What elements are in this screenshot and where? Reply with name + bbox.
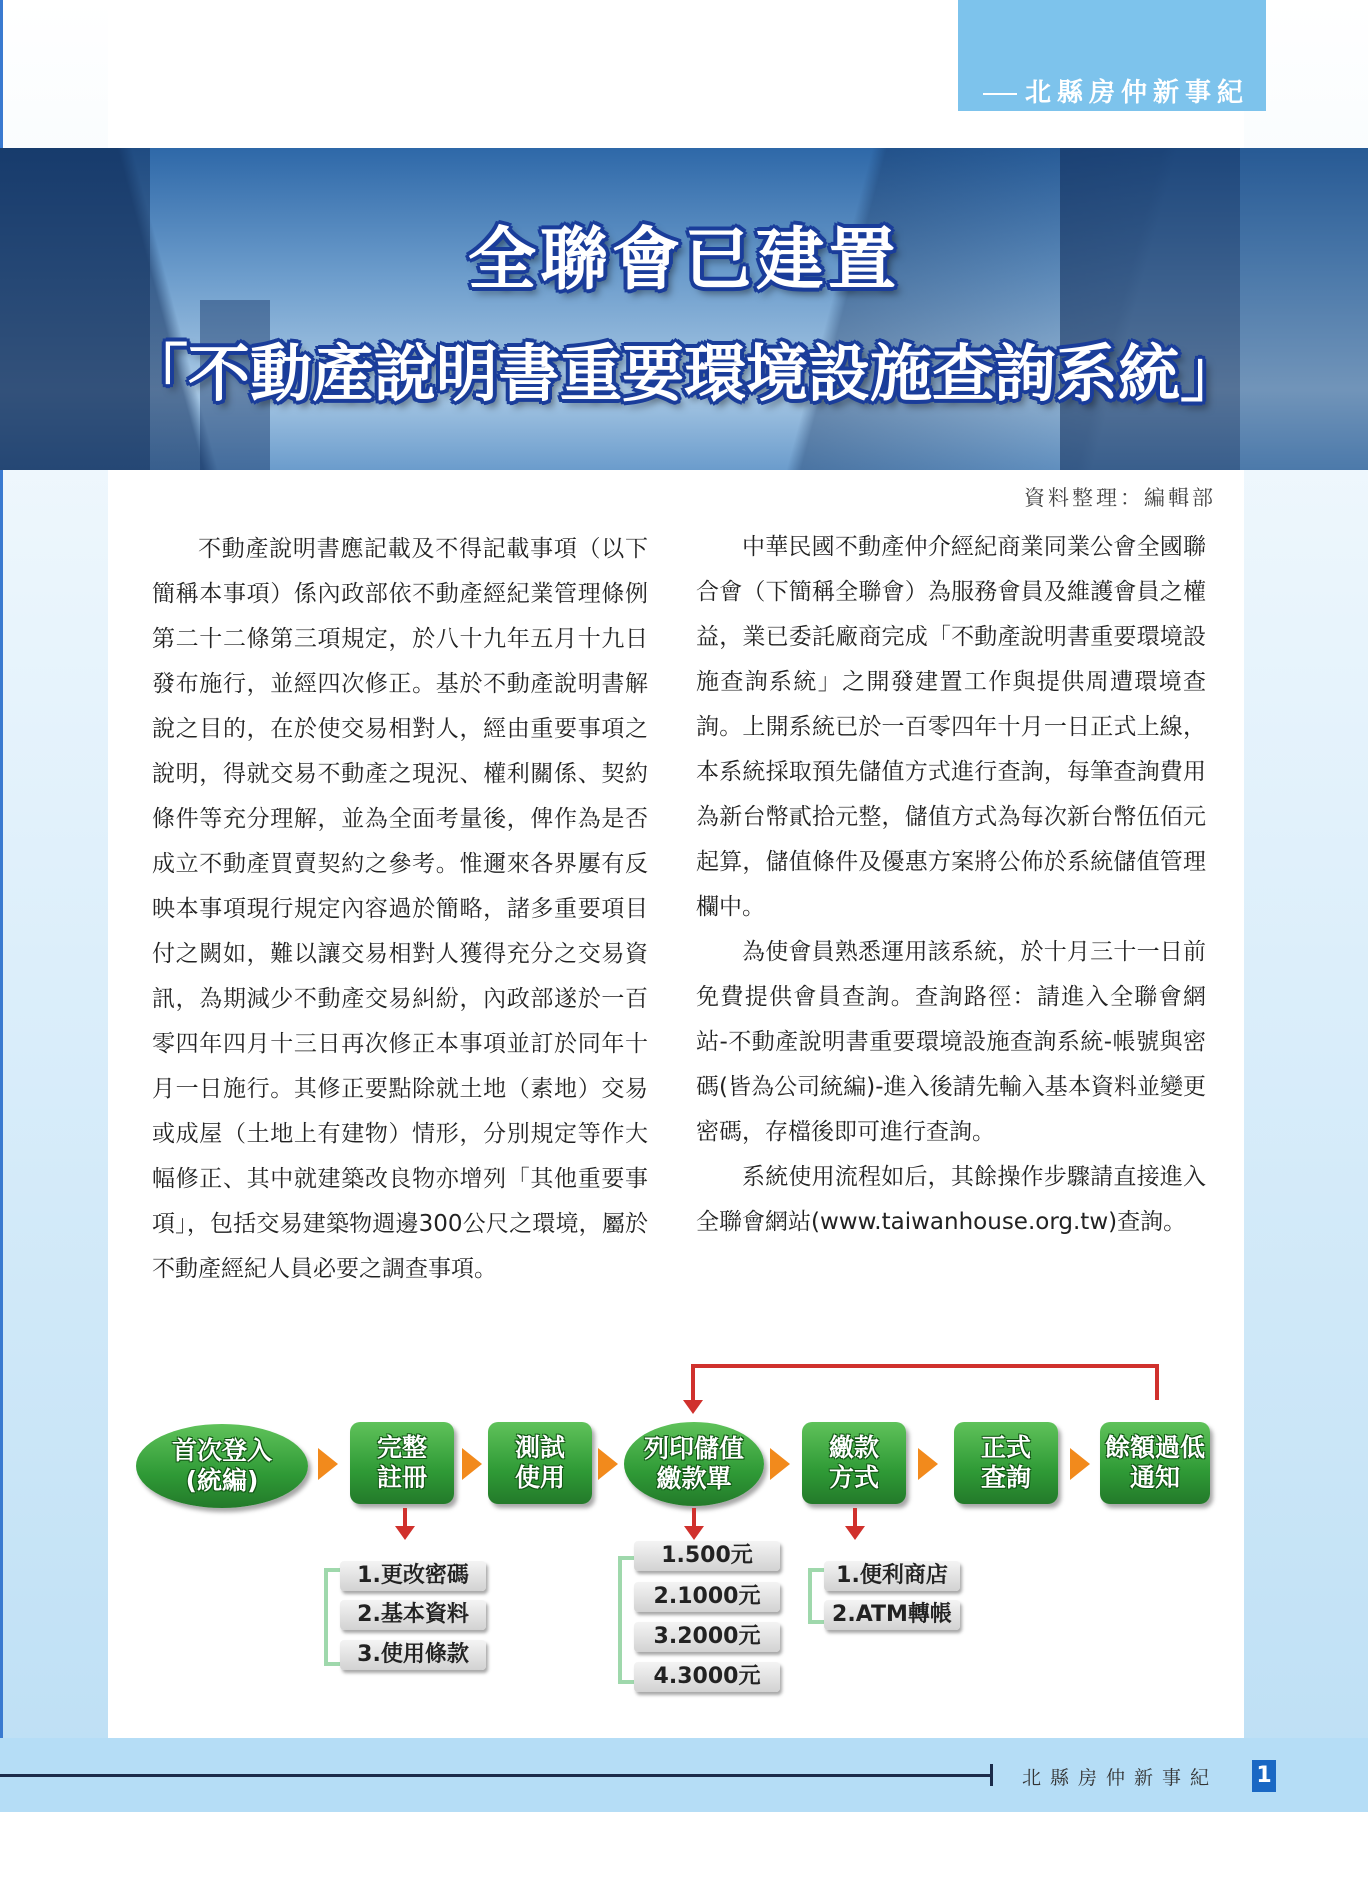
amount-item: 3.2000元 — [634, 1622, 780, 1652]
title-banner — [0, 148, 1368, 470]
step-complete-registration: 完整 註冊 — [350, 1422, 454, 1504]
arrow-down-icon — [845, 1526, 865, 1540]
arrow-right-icon — [918, 1448, 938, 1480]
payment-item: 2.ATM轉帳 — [824, 1600, 960, 1630]
down-connector — [692, 1508, 696, 1528]
page-number: 1 — [1252, 1760, 1276, 1792]
register-item: 3.使用條款 — [340, 1640, 486, 1670]
payment-item: 1.便利商店 — [824, 1561, 960, 1591]
arrow-right-icon — [598, 1448, 618, 1480]
article-paragraph: 系統使用流程如后，其餘操作步驟請直接進入全聯會網站(www.taiwanhouse.org.tw)查詢。 — [696, 1164, 1206, 1235]
step-first-login: 首次登入 (統編) — [136, 1424, 308, 1508]
loop-connector — [691, 1364, 1159, 1368]
footer-rule — [0, 1774, 990, 1777]
amount-item: 4.3000元 — [634, 1662, 780, 1692]
arrow-right-icon — [770, 1448, 790, 1480]
arrow-right-icon — [318, 1448, 338, 1480]
step-payment-method: 繳款 方式 — [802, 1422, 906, 1504]
amount-item: 1.500元 — [634, 1541, 780, 1571]
page-title-line2: 「不動產說明書重要環境設施查詢系統」 — [125, 337, 1242, 410]
building-silhouette — [1060, 148, 1240, 470]
step-print-payment-slip: 列印儲值 繳款單 — [624, 1422, 764, 1506]
step-test-use: 測試 使用 — [488, 1422, 592, 1504]
author-credit: 資料整理：編輯部 — [1024, 486, 1216, 510]
footer-magazine-name: 北縣房仲新事紀 — [1022, 1767, 1219, 1789]
loop-connector — [1155, 1366, 1159, 1400]
register-item: 2.基本資料 — [340, 1600, 486, 1630]
arrow-right-icon — [1070, 1448, 1090, 1480]
magazine-tab — [958, 0, 1266, 111]
building-silhouette — [1240, 148, 1368, 470]
article-paragraph: 為使會員熟悉運用該系統，於十月三十一日前免費提供會員查詢。查詢路徑：請進入全聯會網站-不動產說明書重要環境設施查詢系統-帳號與密碼(皆為公司統編)-進入後請先輸入基本資料並變更密碼，存檔後即可進行查詢。 — [696, 939, 1206, 1145]
down-connector — [403, 1508, 407, 1528]
arrow-down-icon — [683, 1400, 703, 1414]
article-paragraph: 不動產說明書應記載及不得記載事項（以下簡稱本事項）係內政部依不動產經紀業管理條例第二十二條第三項規定，於八十九年五月十九日發布施行，並經四次修正。基於不動產說明書解說之目的，在於使交易相對人，經由重要事項之說明，得就交易不動產之現況、權利關係、契約條件等充分理解，並為全面考量後，俾作為是否成立不動產買賣契約之參考。惟邇來各界屢有反映本事項現行規定內容過於簡略，諸多重要項目付之闕如，難以讓交易相對人獲得充分之交易資訊，為期減少不動產交易糾紛，內政部遂於一百零四年四月十三日再次修正本事項並訂於同年十月一日施行。其修正要點除就土地（素地）交易或成屋（土地上有建物）情形，分別規定等作大幅修正、其中就建築改良物亦增列「其他重要事項」，包括交易建築物週邊300公尺之環境，屬於不動產經紀人員必要之調查事項。 — [152, 536, 648, 1282]
arrow-down-icon — [395, 1526, 415, 1540]
step-formal-query: 正式 查詢 — [954, 1422, 1058, 1504]
register-item: 1.更改密碼 — [340, 1561, 486, 1591]
step-low-balance-notice: 餘額過低 通知 — [1100, 1422, 1210, 1504]
footer-rule-tick — [990, 1764, 993, 1786]
arrow-down-icon — [684, 1526, 704, 1540]
down-connector — [853, 1508, 857, 1528]
magazine-tab-label: 北縣房仲新事紀 — [958, 72, 1266, 139]
page-title-line1: 全聯會已建置 — [467, 221, 900, 300]
article-paragraph: 中華民國不動產仲介經紀商業同業公會全國聯合會（下簡稱全聯會）為服務會員及維護會員之權益，業已委託廠商完成「不動產說明書重要環境設施查詢系統」之開發建置工作與提供周遭環境查詢。上開系統已於一百零四年十月一日正式上線，本系統採取預先儲值方式進行查詢，每筆查詢費用為新台幣貳拾元整，儲值方式為每次新台幣伍佰元起算，儲值條件及優惠方案將公佈於系統儲值管理欄中。 — [696, 534, 1206, 920]
building-silhouette — [0, 148, 150, 470]
amount-item: 2.1000元 — [634, 1582, 780, 1612]
article-left-column — [152, 527, 648, 1292]
arrow-right-icon — [462, 1448, 482, 1480]
article-right-column — [696, 525, 1206, 1245]
